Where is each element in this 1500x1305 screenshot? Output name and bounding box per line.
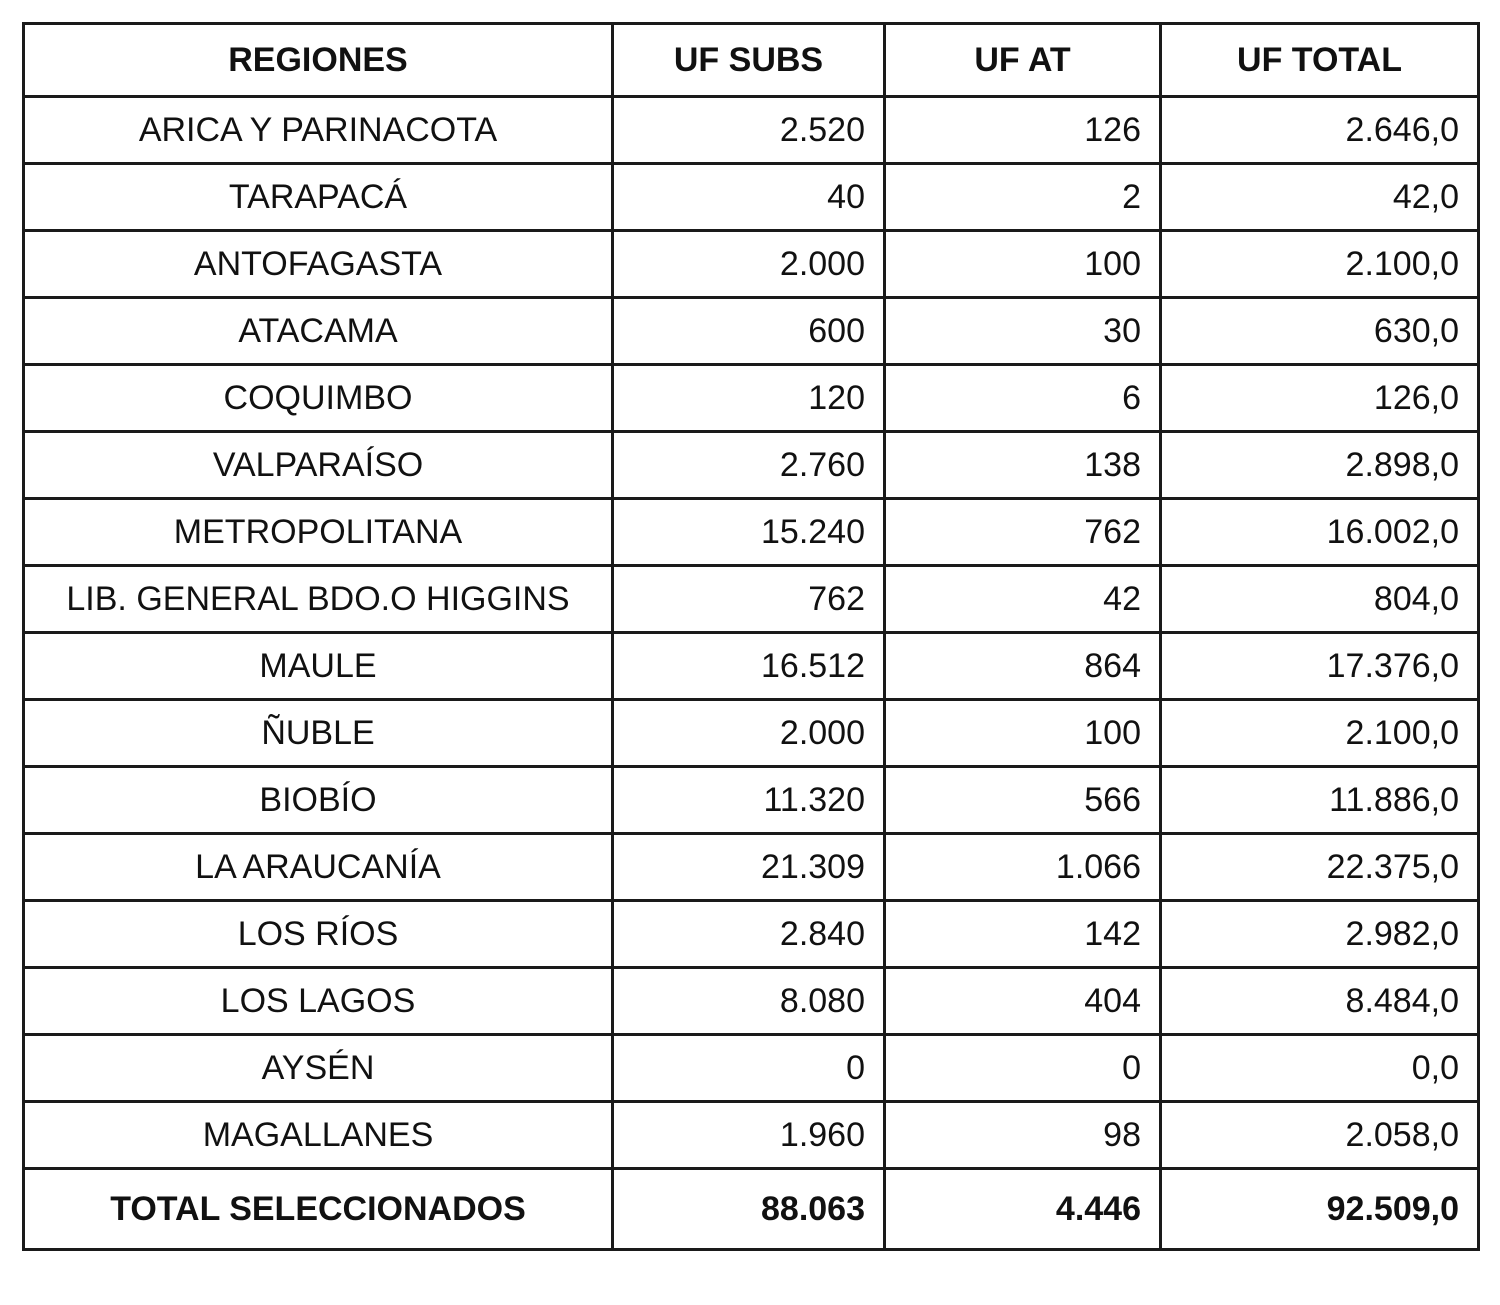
regions-table <box>22 22 1480 1251</box>
region-cell: MAULE <box>24 633 613 700</box>
region-cell: ARICA Y PARINACOTA <box>24 97 613 164</box>
table-header-row <box>24 24 1479 97</box>
uf-subs-cell: 0 <box>613 1035 885 1102</box>
uf-total-cell: 2.646,0 <box>1161 97 1479 164</box>
uf-total-cell: 11.886,0 <box>1161 767 1479 834</box>
region-cell: BIOBÍO <box>24 767 613 834</box>
uf-total-cell: 2.058,0 <box>1161 1102 1479 1169</box>
table-row <box>24 298 1479 365</box>
region-cell: ANTOFAGASTA <box>24 231 613 298</box>
uf-at-cell: 126 <box>885 97 1161 164</box>
uf-total-cell: 22.375,0 <box>1161 834 1479 901</box>
uf-at-cell: 1.066 <box>885 834 1161 901</box>
uf-at-cell: 0 <box>885 1035 1161 1102</box>
uf-subs-cell: 2.520 <box>613 97 885 164</box>
region-cell: ATACAMA <box>24 298 613 365</box>
uf-at-cell: 100 <box>885 231 1161 298</box>
uf-total-cell: 17.376,0 <box>1161 633 1479 700</box>
uf-subs-cell: 21.309 <box>613 834 885 901</box>
uf-subs-cell: 2.840 <box>613 901 885 968</box>
region-cell: VALPARAÍSO <box>24 432 613 499</box>
total-uf-at-cell: 4.446 <box>885 1169 1161 1250</box>
table-row <box>24 968 1479 1035</box>
uf-at-cell: 100 <box>885 700 1161 767</box>
uf-total-cell: 126,0 <box>1161 365 1479 432</box>
uf-subs-cell: 2.000 <box>613 700 885 767</box>
uf-total-cell: 2.100,0 <box>1161 700 1479 767</box>
uf-subs-cell: 16.512 <box>613 633 885 700</box>
uf-at-cell: 98 <box>885 1102 1161 1169</box>
uf-at-cell: 762 <box>885 499 1161 566</box>
uf-at-cell: 142 <box>885 901 1161 968</box>
table-row <box>24 566 1479 633</box>
region-cell: TARAPACÁ <box>24 164 613 231</box>
uf-subs-cell: 1.960 <box>613 1102 885 1169</box>
header-uf-subs: UF SUBS <box>613 24 885 97</box>
region-cell: LA ARAUCANÍA <box>24 834 613 901</box>
uf-at-cell: 138 <box>885 432 1161 499</box>
uf-total-cell: 42,0 <box>1161 164 1479 231</box>
total-row <box>24 1169 1479 1250</box>
region-cell: ÑUBLE <box>24 700 613 767</box>
uf-subs-cell: 2.760 <box>613 432 885 499</box>
region-cell: METROPOLITANA <box>24 499 613 566</box>
uf-subs-cell: 40 <box>613 164 885 231</box>
table-row <box>24 164 1479 231</box>
uf-subs-cell: 11.320 <box>613 767 885 834</box>
uf-at-cell: 864 <box>885 633 1161 700</box>
total-uf-total-cell: 92.509,0 <box>1161 1169 1479 1250</box>
uf-at-cell: 30 <box>885 298 1161 365</box>
total-label-cell: TOTAL SELECCIONADOS <box>24 1169 613 1250</box>
uf-at-cell: 6 <box>885 365 1161 432</box>
table-row <box>24 1102 1479 1169</box>
uf-subs-cell: 762 <box>613 566 885 633</box>
header-uf-total: UF TOTAL <box>1161 24 1479 97</box>
table-row <box>24 97 1479 164</box>
uf-total-cell: 2.100,0 <box>1161 231 1479 298</box>
uf-subs-cell: 8.080 <box>613 968 885 1035</box>
table-row <box>24 365 1479 432</box>
region-cell: COQUIMBO <box>24 365 613 432</box>
uf-total-cell: 8.484,0 <box>1161 968 1479 1035</box>
uf-total-cell: 804,0 <box>1161 566 1479 633</box>
uf-subs-cell: 2.000 <box>613 231 885 298</box>
uf-total-cell: 0,0 <box>1161 1035 1479 1102</box>
uf-at-cell: 404 <box>885 968 1161 1035</box>
table-row <box>24 1035 1479 1102</box>
regions-table-container <box>22 22 1477 1251</box>
region-cell: LOS LAGOS <box>24 968 613 1035</box>
uf-at-cell: 2 <box>885 164 1161 231</box>
table-row <box>24 633 1479 700</box>
table-row <box>24 834 1479 901</box>
uf-total-cell: 630,0 <box>1161 298 1479 365</box>
table-row <box>24 231 1479 298</box>
region-cell: LIB. GENERAL BDO.O HIGGINS <box>24 566 613 633</box>
table-row <box>24 499 1479 566</box>
region-cell: LOS RÍOS <box>24 901 613 968</box>
header-uf-at: UF AT <box>885 24 1161 97</box>
region-cell: MAGALLANES <box>24 1102 613 1169</box>
uf-at-cell: 566 <box>885 767 1161 834</box>
uf-total-cell: 2.898,0 <box>1161 432 1479 499</box>
table-row <box>24 901 1479 968</box>
region-cell: AYSÉN <box>24 1035 613 1102</box>
uf-at-cell: 42 <box>885 566 1161 633</box>
uf-subs-cell: 15.240 <box>613 499 885 566</box>
uf-total-cell: 16.002,0 <box>1161 499 1479 566</box>
header-regiones: REGIONES <box>24 24 613 97</box>
table-row <box>24 767 1479 834</box>
uf-subs-cell: 600 <box>613 298 885 365</box>
uf-total-cell: 2.982,0 <box>1161 901 1479 968</box>
uf-subs-cell: 120 <box>613 365 885 432</box>
table-row <box>24 700 1479 767</box>
total-uf-subs-cell: 88.063 <box>613 1169 885 1250</box>
table-row <box>24 432 1479 499</box>
